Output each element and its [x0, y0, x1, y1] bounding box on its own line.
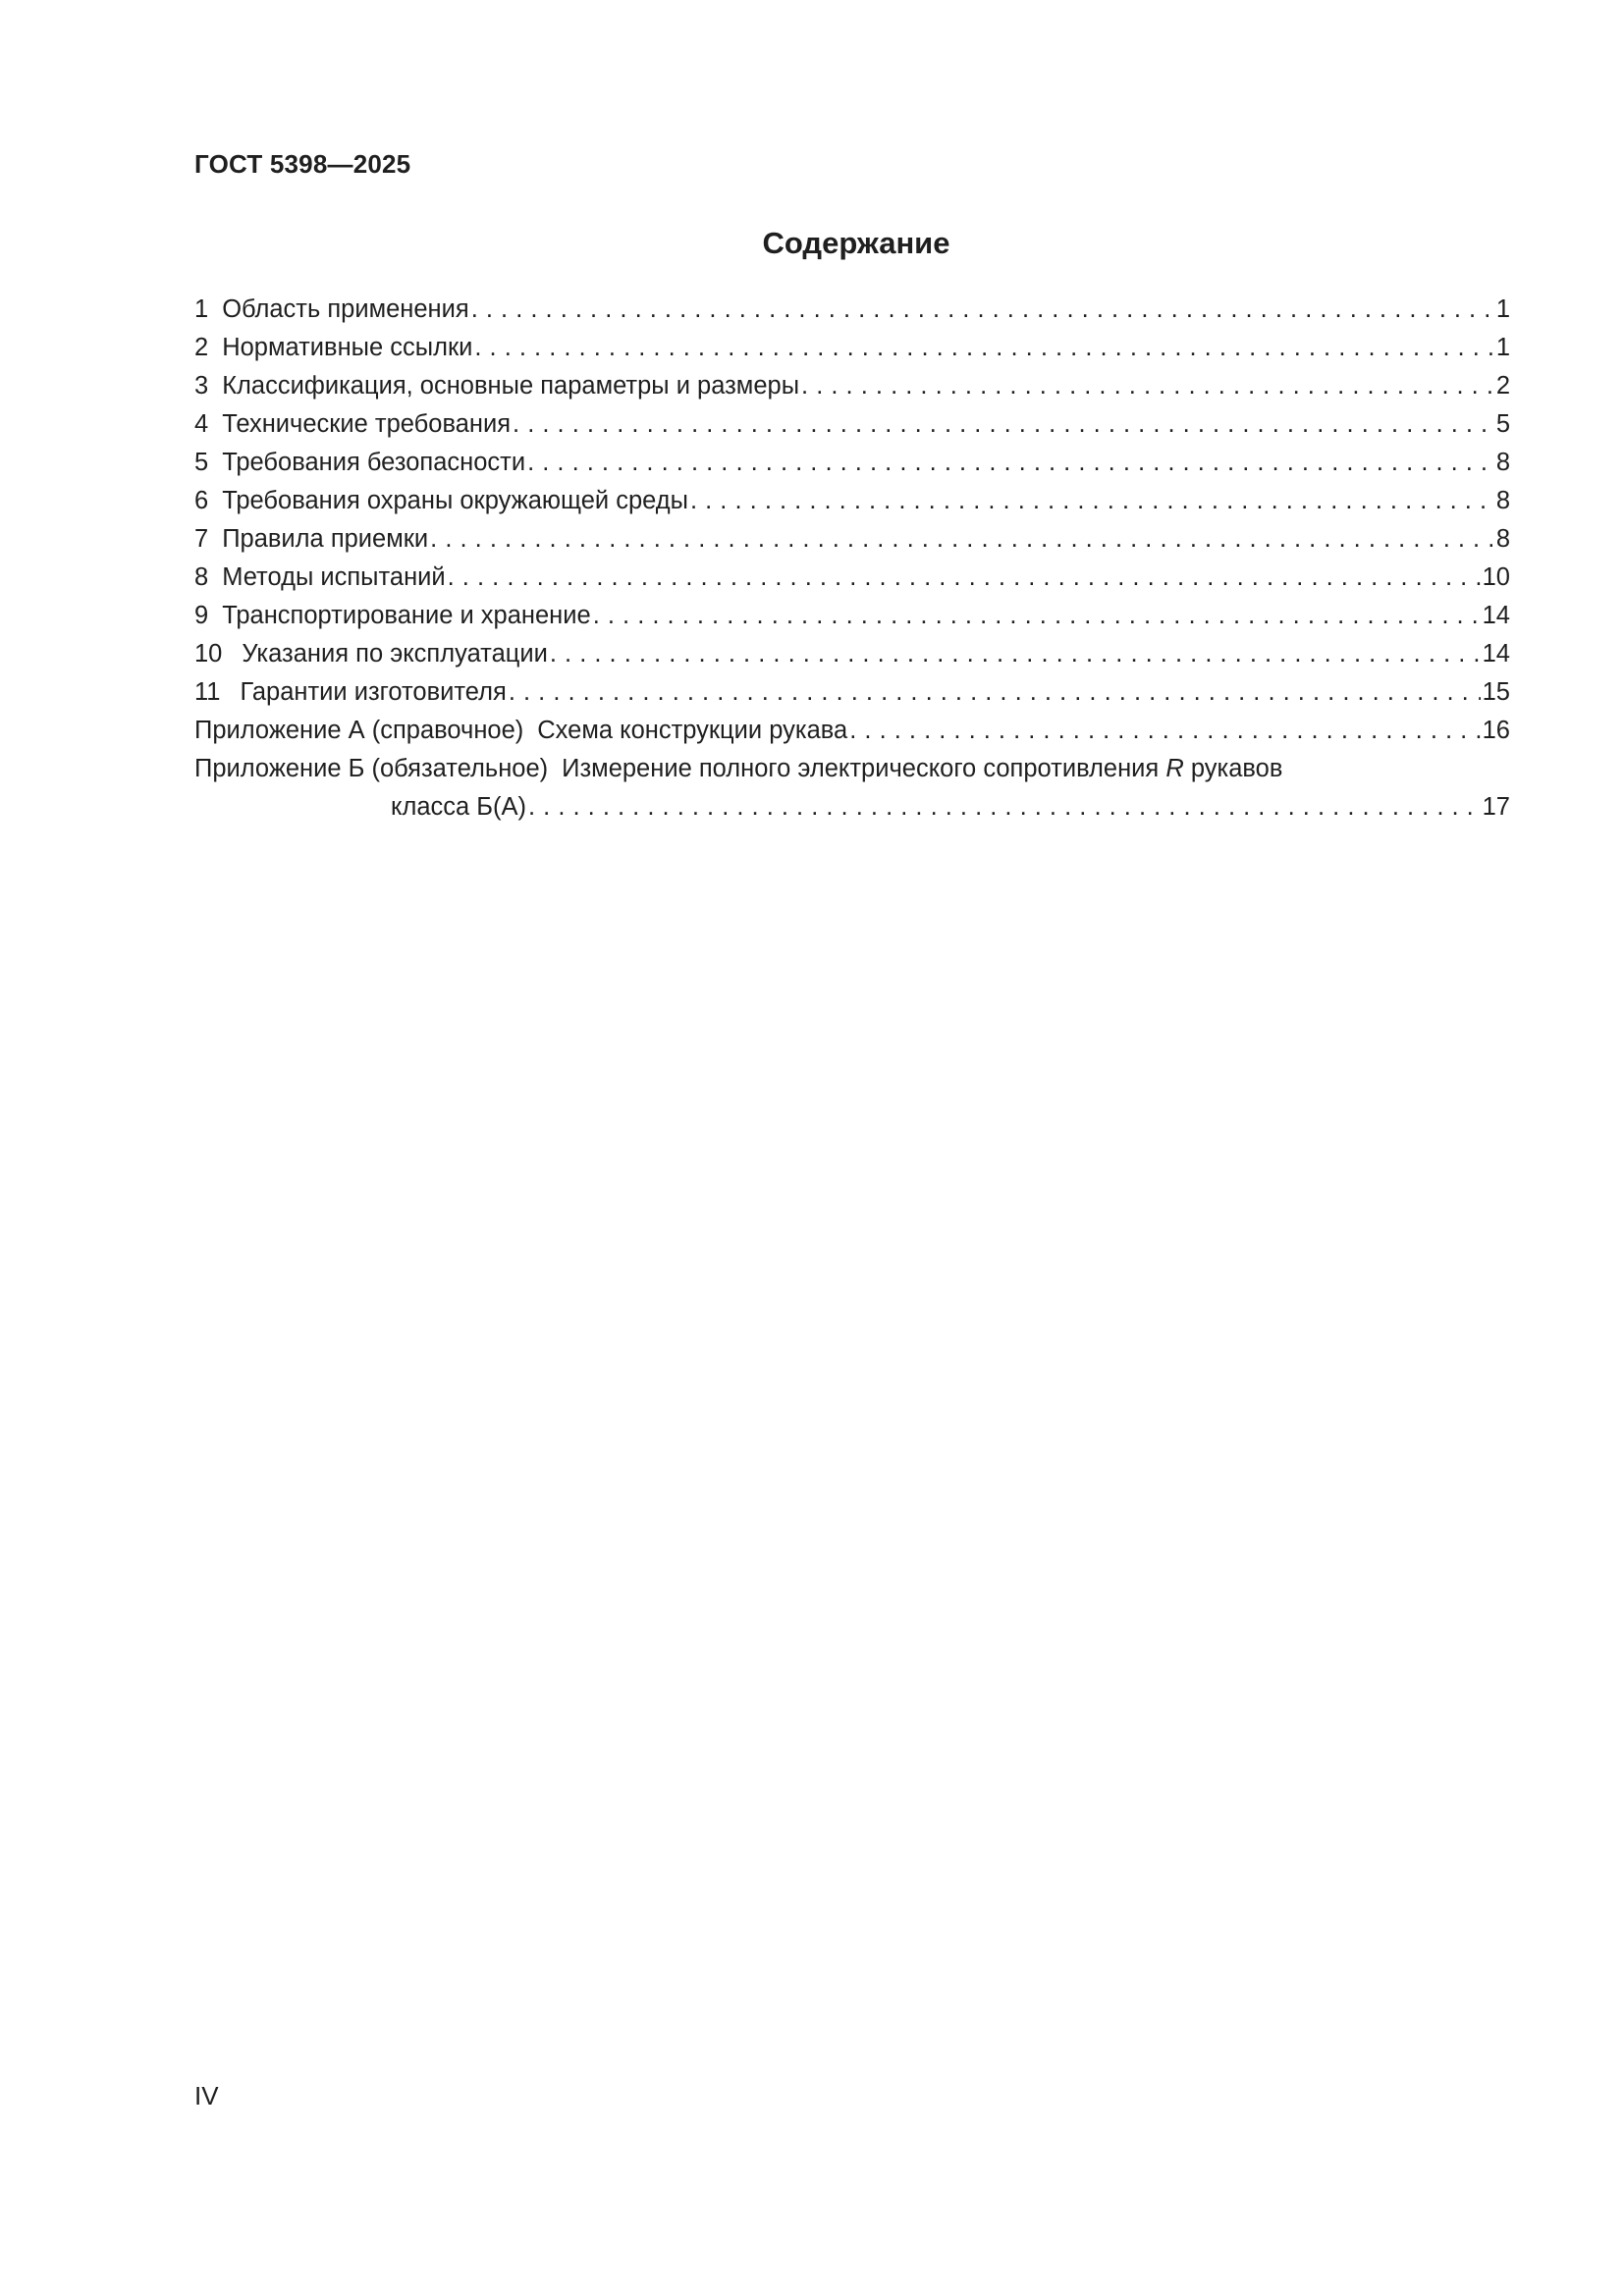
toc-entry-appendix-b-continuation[interactable] [194, 788, 1510, 827]
toc-entry-text: Транспортирование и хранение [222, 602, 591, 629]
toc-title: Содержание [762, 226, 950, 260]
toc-entry-page: 17 [1482, 793, 1510, 821]
dot-leader [593, 597, 1481, 635]
toc-entries [194, 291, 1510, 712]
toc-entry-number: 4 [194, 410, 209, 438]
toc-entry-label: Приложение Б (обязательное) Измерение полного электрического сопротивления R рукавов [194, 755, 1283, 782]
toc-entry[interactable] [194, 673, 1510, 712]
toc-entry-number: 5 [194, 449, 209, 476]
toc-entry-text: Область применения [222, 295, 469, 323]
toc-entry-number: 9 [194, 602, 209, 629]
toc-entry-label [194, 673, 507, 712]
toc-entry-number: 6 [194, 487, 209, 514]
toc-entry-page: 1 [1495, 295, 1510, 323]
toc-entry[interactable] [194, 291, 1510, 329]
toc-entry[interactable] [194, 405, 1510, 444]
toc-entry-number: 3 [194, 372, 209, 400]
toc-entry-page: 2 [1495, 372, 1510, 400]
toc-entry-label: класса Б(А) [391, 793, 526, 821]
dot-leader [509, 673, 1481, 712]
toc-entry-label [194, 559, 446, 597]
toc-entry-text: Требования охраны окружающей среды [222, 487, 688, 514]
dot-leader [430, 520, 1494, 559]
toc-entry-page: 15 [1482, 678, 1510, 706]
toc-entry-number: 1 [194, 295, 209, 323]
dot-leader [527, 444, 1494, 482]
toc-entry-number: 11 [194, 678, 221, 706]
dot-leader [849, 712, 1480, 750]
toc-entry-page: 8 [1495, 525, 1510, 553]
toc-entry-number: 2 [194, 334, 209, 361]
page-number: IV [194, 2081, 219, 2110]
toc-entry-label [194, 405, 511, 444]
toc-entry-page: 16 [1482, 717, 1510, 744]
toc-entry[interactable] [194, 444, 1510, 482]
toc-entry[interactable] [194, 635, 1510, 673]
toc-entry-text: Технические требования [222, 410, 512, 438]
toc-entry[interactable] [194, 482, 1510, 520]
toc-entry-page: 10 [1482, 563, 1510, 591]
dot-leader [474, 329, 1493, 367]
toc-entry-text: Классификация, основные параметры и размеры [222, 372, 800, 400]
toc-entry-label [194, 291, 469, 329]
toc-entry-page: 8 [1495, 487, 1510, 514]
toc-entry-label [194, 597, 591, 635]
toc-entry-text: Нормативные ссылки [222, 334, 473, 361]
toc-entry-text: Гарантии изготовителя [240, 678, 507, 706]
toc-entry-text: Методы испытаний [222, 563, 446, 591]
dot-leader [528, 788, 1481, 827]
toc-entry-label [194, 482, 688, 520]
toc-entry-label [194, 329, 472, 367]
toc-entry-text: Требования безопасности [222, 449, 526, 476]
toc-entry-number: 7 [194, 525, 209, 553]
toc-entry[interactable] [194, 559, 1510, 597]
table-of-contents [194, 291, 1510, 827]
toc-entry-label [194, 635, 548, 673]
toc-entry-page: 1 [1495, 334, 1510, 361]
toc-entry-page: 5 [1495, 410, 1510, 438]
dot-leader [471, 291, 1494, 329]
toc-entry[interactable] [194, 367, 1510, 405]
document-code: ГОСТ 5398—2025 [194, 149, 411, 179]
toc-entry-page: 8 [1495, 449, 1510, 476]
toc-entry[interactable] [194, 520, 1510, 559]
dot-leader [801, 367, 1494, 405]
toc-entry-text: Указания по эксплуатации [242, 640, 548, 667]
toc-entry-number: 10 [194, 640, 223, 667]
resistance-symbol: R [1165, 755, 1184, 782]
dot-leader [448, 559, 1481, 597]
toc-entry-number: 8 [194, 563, 209, 591]
toc-entry-label: Приложение А (справочное) Схема конструкции рукава [194, 717, 848, 744]
toc-entry-page: 14 [1482, 640, 1510, 667]
toc-entry-appendix-b[interactable] [194, 750, 1510, 788]
toc-entry-text: Правила приемки [222, 525, 429, 553]
dot-leader [690, 482, 1494, 520]
toc-entry-page: 14 [1482, 602, 1510, 629]
toc-entry[interactable] [194, 329, 1510, 367]
toc-entry-appendix-a[interactable] [194, 712, 1510, 750]
toc-entry-label [194, 444, 525, 482]
toc-entry-label [194, 367, 799, 405]
toc-entry-label [194, 520, 428, 559]
dot-leader [550, 635, 1481, 673]
toc-entry[interactable] [194, 597, 1510, 635]
dot-leader [513, 405, 1494, 444]
